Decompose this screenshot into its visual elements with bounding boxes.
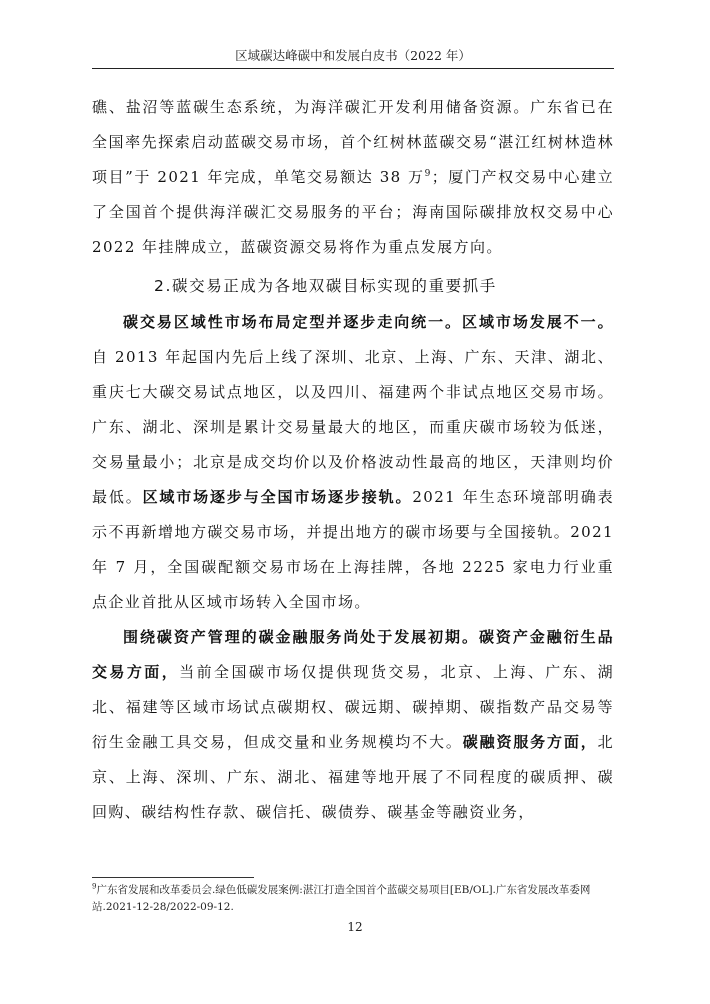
paragraph-text: 自 2013 年起国内先后上线了深圳、北京、上海、广东、天津、湖北、重庆七大碳交易试点地区，以及四川、福建两个非试点地区交易市场。广东、湖北、深圳是累计交易量最大的地区，而重庆碳市场较为低迷，交易量最小；北京是成交均价以及价格波动性最高的地区，天津则均价最低。 (92, 348, 614, 506)
paragraph-text: ；厦门产权交易中心建立了全国首个提供海洋碳汇交易服务的平台；海南国际碳排放权交易中心 2022 年挂牌成立，蓝碳资源交易将作为重点发展方向。 (92, 168, 614, 256)
paragraph-text: 礁、盐沼等蓝碳生态系统，为海洋碳汇开发利用储备资源。广东省已在全国率先探索启动蓝碳交易市场，首个红树林蓝碳交易“湛江红树林造林项目”于 2021 年完成，单笔交易额达 38 万 (92, 98, 614, 186)
bold-lead-sentence: 围绕碳资产管理的碳金融服务尚处于发展初期。碳资产金融衍生品交易方面， (92, 628, 614, 681)
footnote (92, 882, 618, 916)
paragraph-blue-carbon (92, 90, 614, 265)
paragraph-text: 2021 年生态环境部明确表示不再新增地方碳交易市场，并提出地方的碳市场要与全国接轨。2021 年 7 月，全国碳配额交易市场在上海挂牌，各地 2225 家电力行业重点企业首批从区域市场转入全国市场。 (92, 488, 614, 611)
paragraph-carbon-finance (92, 620, 614, 830)
footnote-marker: 9 (92, 882, 97, 891)
paragraph-text: 北京、上海、深圳、广东、湖北、福建等地开展了不同程度的碳质押、碳回购、碳结构性存款、碳信托、碳债券、碳基金等融资业务， (92, 733, 614, 821)
document-body (92, 90, 614, 830)
section-heading: 2.碳交易正成为各地双碳目标实现的重要抓手 (154, 277, 497, 295)
footnote-divider (92, 877, 254, 878)
bold-lead-sentence: 区域市场逐步与全国市场逐步接轨。 (142, 488, 413, 506)
paragraph-text: 当前全国碳市场仅提供现货交易，北京、上海、广东、湖北、福建等区域市场试点碳期权、碳远期、碳掉期、碳指数产品交易等衍生金融工具交易，但成交量和业务规模均不大。 (92, 663, 614, 751)
page-header (92, 46, 614, 69)
paragraph-regional-market (92, 305, 614, 620)
footnote-text: 广东省发展和改革委员会.绿色低碳发展案例:湛江打造全国首个蓝碳交易项目[EB/OL].广东省发展改革委网站.2021-12-28/2022-09-12. (92, 884, 591, 913)
footnote-reference[interactable]: 9 (424, 169, 432, 179)
bold-lead-sentence: 碳交易区域性市场布局定型并逐步走向统一。区域市场发展不一。 (123, 313, 614, 331)
page-number: 12 (347, 920, 363, 934)
bold-lead-sentence: 碳融资服务方面， (462, 733, 598, 751)
page-header-title: 区域碳达峰碳中和发展白皮书（2022 年） (235, 48, 471, 63)
